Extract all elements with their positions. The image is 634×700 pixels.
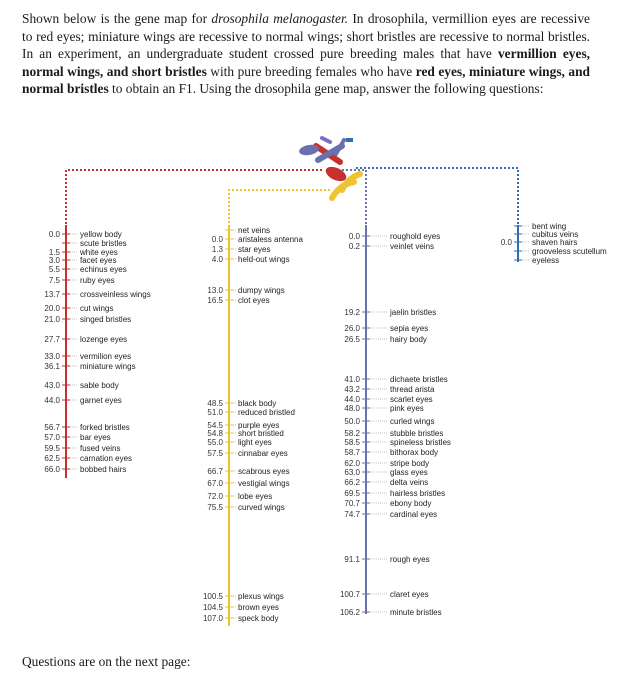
gene-net-veins: net veins xyxy=(238,226,271,235)
gene-vermilion-eyes: vermilion eyes xyxy=(80,352,132,361)
locus-position: 69.5 xyxy=(344,489,360,498)
gene-stripe-body: stripe body xyxy=(390,459,430,468)
intro-text-3: with pure breeding females who have xyxy=(206,63,416,79)
locus-position: 41.0 xyxy=(344,375,360,384)
locus-position: 67.0 xyxy=(207,479,223,488)
gene-short-bristled: short bristled xyxy=(238,429,284,438)
gene-vestigial-wings: vestigial wings xyxy=(238,479,290,488)
locus-position: 55.0 xyxy=(207,438,223,447)
gene-cinnabar-eyes: cinnabar eyes xyxy=(238,449,288,458)
locus-position: 44.0 xyxy=(44,396,60,405)
locus-position: 0.0 xyxy=(500,238,512,247)
locus-position: 36.1 xyxy=(44,362,60,371)
gene-lozenge-eyes: lozenge eyes xyxy=(80,335,128,344)
intro-text-2: In drosophila, vermillion eyes are recessive to red eyes; miniature wings are recessive to normal wings; short bristles are recessive to normal bristles. In an experiment, an undergraduate student crossed pure breeding males that have xyxy=(22,11,590,62)
locus-position: 0.0 xyxy=(48,230,60,239)
intro-text-4: to obtain an F1. Using the drosophila gene map, answer the following questions: xyxy=(108,81,544,97)
gene-eyeless: eyeless xyxy=(532,256,560,265)
gene-claret-eyes: claret eyes xyxy=(390,590,429,599)
gene-ebony-body: ebony body xyxy=(390,499,432,508)
intro-text-1: Shown below is the gene map for xyxy=(22,11,212,26)
female-traits: red eyes, miniature wings, and normal bristles xyxy=(22,63,590,97)
locus-position: 33.0 xyxy=(44,352,60,361)
gene-cardinal-eyes: cardinal eyes xyxy=(390,510,438,519)
gene-dumpy-wings: dumpy wings xyxy=(238,286,285,295)
gene-forked-bristles: forked bristles xyxy=(80,423,130,432)
locus-position: 0.0 xyxy=(211,235,223,244)
locus-position: 57.5 xyxy=(207,449,223,458)
locus-position: 74.7 xyxy=(344,510,360,519)
gene-plexus-wings: plexus wings xyxy=(238,592,284,601)
gene-cut-wings: cut wings xyxy=(80,304,114,313)
species-name: drosophila melanogaster. xyxy=(211,11,349,26)
gene-crossveinless-wings: crossveinless wings xyxy=(80,290,151,299)
gene-light-eyes: light eyes xyxy=(238,438,272,447)
locus-position: 58.5 xyxy=(344,438,360,447)
locus-position: 26.0 xyxy=(344,324,360,333)
locus-position: 106.2 xyxy=(339,608,360,617)
gene-bithorax-body: bithorax body xyxy=(390,448,439,457)
locus-position: 51.0 xyxy=(207,408,223,417)
locus-position: 44.0 xyxy=(344,395,360,404)
gene-speck-body: speck body xyxy=(238,614,279,623)
gene-miniature-wings: miniature wings xyxy=(80,362,136,371)
locus-position: 57.0 xyxy=(44,433,60,442)
locus-position: 100.5 xyxy=(202,592,223,601)
footer-text: Questions are on the next page: xyxy=(22,654,191,669)
locus-position: 72.0 xyxy=(207,492,223,501)
locus-position: 91.1 xyxy=(344,555,360,564)
gene-echinus-eyes: echinus eyes xyxy=(80,265,127,274)
gene-stubble-bristles: stubble bristles xyxy=(390,429,444,438)
gene-veinlet-veins: veinlet veins xyxy=(390,242,435,251)
gene-rough-eyes: rough eyes xyxy=(390,555,430,564)
locus-position: 66.0 xyxy=(44,465,60,474)
gene-cubitus-veins: cubitus veins xyxy=(532,230,579,239)
gene-ruby-eyes: ruby eyes xyxy=(80,276,115,285)
gene-singed-bristles: singed bristles xyxy=(80,315,132,324)
locus-position: 63.0 xyxy=(344,468,360,477)
gene-curled-wings: curled wings xyxy=(390,417,435,426)
gene-glass-eyes: glass eyes xyxy=(390,468,428,477)
locus-position: 100.7 xyxy=(339,590,360,599)
male-traits: vermillion eyes, normal wings, and short bristles xyxy=(22,46,590,79)
locus-position: 54.8 xyxy=(207,429,223,438)
gene-brown-eyes: brown eyes xyxy=(238,603,279,612)
locus-position: 104.5 xyxy=(202,603,223,612)
gene-pink-eyes: pink eyes xyxy=(390,404,424,413)
chromosome-2-genes xyxy=(203,226,304,623)
locus-position: 66.7 xyxy=(207,467,223,476)
gene-scute-bristles: scute bristles xyxy=(80,239,127,248)
locus-position: 0.0 xyxy=(348,232,360,241)
connector-lines xyxy=(66,168,518,225)
gene-lobe-eyes: lobe eyes xyxy=(238,492,273,501)
locus-position: 75.5 xyxy=(207,503,223,512)
gene-bobbed-hairs: bobbed hairs xyxy=(80,465,127,474)
locus-position: 107.0 xyxy=(202,614,223,623)
gene-curved-wings: curved wings xyxy=(238,503,285,512)
gene-black-body: black body xyxy=(238,399,277,408)
gene-hairless-bristles: hairless bristles xyxy=(390,489,446,498)
locus-position: 21.0 xyxy=(44,315,60,324)
chromosome-4-genes xyxy=(501,222,607,265)
locus-position: 16.5 xyxy=(207,296,223,305)
locus-position: 20.0 xyxy=(44,304,60,313)
locus-position: 43.0 xyxy=(44,381,60,390)
locus-position: 56.7 xyxy=(44,423,60,432)
locus-position: 1.5 xyxy=(48,248,60,257)
locus-position: 50.0 xyxy=(344,417,360,426)
locus-position: 58.7 xyxy=(344,448,360,457)
gene-bar-eyes: bar eyes xyxy=(80,433,111,442)
locus-position: 19.2 xyxy=(344,308,360,317)
locus-position: 62.0 xyxy=(344,459,360,468)
locus-position: 54.5 xyxy=(207,421,223,430)
chromosome-3-genes xyxy=(340,232,451,617)
gene-minute-bristles: minute bristles xyxy=(390,608,442,617)
locus-position: 70.7 xyxy=(344,499,360,508)
gene-facet-eyes: facet eyes xyxy=(80,256,117,265)
locus-position: 62.5 xyxy=(44,454,60,463)
locus-position: 13.7 xyxy=(44,290,60,299)
gene-jaelin-bristles: jaelin bristles xyxy=(390,308,437,317)
gene-bent-wing: bent wing xyxy=(532,222,567,231)
gene-scarlet-eyes: scarlet eyes xyxy=(390,395,433,404)
gene-garnet-eyes: garnet eyes xyxy=(80,396,122,405)
locus-position: 3.0 xyxy=(48,256,60,265)
gene-star-eyes: star eyes xyxy=(238,245,271,254)
chromosome-1-genes xyxy=(44,230,150,474)
locus-position: 48.0 xyxy=(344,404,360,413)
locus-position: 66.2 xyxy=(344,478,360,487)
locus-position: 7.5 xyxy=(48,276,60,285)
gene-thread-arista: thread arista xyxy=(390,385,435,394)
gene-grooveless-scutellum: grooveless scutellum xyxy=(532,247,607,256)
gene-clot-eyes: clot eyes xyxy=(238,296,270,305)
gene-scabrous-eyes: scabrous eyes xyxy=(238,467,290,476)
gene-carnation-eyes: carnation eyes xyxy=(80,454,133,463)
locus-position: 59.5 xyxy=(44,444,60,453)
locus-position: 27.7 xyxy=(44,335,60,344)
locus-position: 1.3 xyxy=(211,245,223,254)
gene-white-eyes: white eyes xyxy=(80,248,118,257)
gene-reduced-bristled: reduced bristled xyxy=(238,408,295,417)
gene-purple-eyes: purple eyes xyxy=(238,421,280,430)
gene-roughold-eyes: roughold eyes xyxy=(390,232,441,241)
gene-hairy-body: hairy body xyxy=(390,335,427,344)
locus-position: 13.0 xyxy=(207,286,223,295)
gene-fused-veins: fused veins xyxy=(80,444,121,453)
locus-position: 26.5 xyxy=(344,335,360,344)
locus-position: 43.2 xyxy=(344,385,360,394)
locus-position: 58.2 xyxy=(344,429,360,438)
locus-position: 5.5 xyxy=(48,265,60,274)
locus-position: 0.2 xyxy=(348,242,360,251)
locus-position: 4.0 xyxy=(211,255,223,264)
gene-dichaete-bristles: dichaete bristles xyxy=(390,375,448,384)
locus-position: 48.5 xyxy=(207,399,223,408)
gene-sepia-eyes: sepia eyes xyxy=(390,324,429,333)
gene-held-out-wings: held-out wings xyxy=(238,255,290,264)
gene-spineless-bristles: spineless bristles xyxy=(390,438,451,447)
gene-shaven-hairs: shaven hairs xyxy=(532,238,578,247)
gene-aristaless-antenna: aristaless antenna xyxy=(238,235,303,244)
gene-delta-veins: delta veins xyxy=(390,478,429,487)
gene-yellow-body: yellow body xyxy=(80,230,122,239)
gene-sable-body: sable body xyxy=(80,381,119,390)
